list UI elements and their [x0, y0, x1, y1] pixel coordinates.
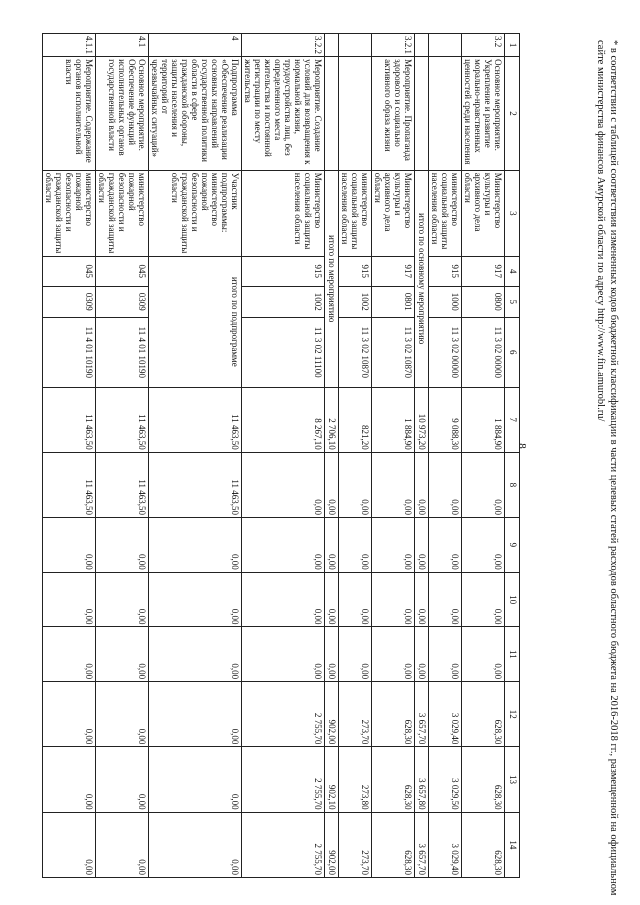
- table-cell: Основное мероприятие. Укрепление и развитие морально-нравственных ценностей среди населения: [462, 57, 505, 171]
- header-cell: 10: [505, 572, 520, 627]
- table-cell: Участник подпрограммы: министерство пожарной безопасности и гражданской защиты области: [149, 170, 242, 256]
- total-row: [415, 34, 429, 878]
- table-cell: 1002: [339, 286, 372, 318]
- header-cell: 14: [505, 812, 520, 877]
- table-row: [242, 34, 325, 878]
- table-cell: 915: [339, 257, 372, 286]
- table-cell: 11 463,50: [43, 387, 96, 452]
- table-cell: 2 706,10: [325, 387, 339, 452]
- table-cell: 11 463,50: [43, 452, 96, 517]
- table-cell: 0,00: [149, 572, 242, 627]
- header-cell: 12: [505, 682, 520, 747]
- table-cell: 0,00: [339, 518, 372, 573]
- table-cell: 0309: [43, 286, 96, 318]
- table-cell: [415, 57, 429, 171]
- table-cell: 273,70: [339, 812, 372, 877]
- table-cell: 9 088,30: [429, 387, 462, 452]
- table-cell: 273,70: [339, 682, 372, 747]
- table-row: [96, 34, 149, 878]
- table-cell: 0801: [372, 286, 415, 318]
- table-cell: [339, 57, 372, 171]
- table-cell: 0,00: [429, 572, 462, 627]
- table-cell: 3 657,70: [415, 812, 429, 877]
- table-cell: 0,00: [43, 682, 96, 747]
- table-cell: 3 657,80: [415, 747, 429, 812]
- table-cell: 4.1.1: [43, 34, 96, 57]
- table-cell: 0,00: [43, 812, 96, 877]
- table-cell: 3 029,40: [429, 812, 462, 877]
- table-cell: Основное мероприятие. Обеспечение функций исполнительных органов государственной власти: [96, 57, 149, 171]
- table-cell: 3.2.1: [372, 34, 415, 57]
- table-cell: 0,00: [415, 452, 429, 517]
- table-cell: 0,00: [96, 627, 149, 682]
- table-cell: 0,00: [372, 452, 415, 517]
- table-cell: 0,00: [242, 627, 325, 682]
- table-cell: [325, 34, 339, 57]
- table-cell: [429, 57, 462, 171]
- table-cell: министерство пожарной безопасности и гражданской защиты области: [43, 170, 96, 256]
- table-cell: 0,00: [462, 627, 505, 682]
- header-cell: 2: [505, 57, 520, 171]
- table-cell: 11 3 02 00000: [429, 318, 462, 387]
- table-cell: 0,00: [462, 452, 505, 517]
- table-cell: 0,00: [96, 682, 149, 747]
- table-cell: [415, 34, 429, 57]
- table-cell: 0,00: [325, 518, 339, 573]
- table-cell: министерство социальной защиты населения области: [429, 170, 462, 256]
- table-cell: 0,00: [242, 452, 325, 517]
- table-cell: 0,00: [43, 572, 96, 627]
- table-cell: 3 657,70: [415, 682, 429, 747]
- table-cell: 0,00: [372, 572, 415, 627]
- table-cell: Мероприятие. Пропаганда здорового и социально активного образа жизни: [372, 57, 415, 171]
- table-cell: Министерство культуры и архивного дела области: [462, 170, 505, 256]
- table-cell: 0,00: [43, 627, 96, 682]
- table-cell: 11 4 01 10190: [43, 318, 96, 387]
- table-cell: Мероприятие. Создание условий для возвращения к нормальной жизни, трудоустройства лиц, без определенного места жительства и постоянной регистрации по месту жительства: [242, 57, 325, 171]
- table-row: [43, 34, 96, 878]
- table-cell: 4.1: [96, 34, 149, 57]
- header-cell: 3: [505, 170, 520, 256]
- header-cell: 11: [505, 627, 520, 682]
- table-cell: 0,00: [372, 627, 415, 682]
- table-cell: 045: [96, 257, 149, 286]
- table-cell: 0,00: [96, 812, 149, 877]
- table-row: [149, 34, 242, 878]
- table-cell: 0,00: [325, 452, 339, 517]
- table-cell: [339, 34, 372, 57]
- table-cell: 0,00: [149, 812, 242, 877]
- table-cell: 0,00: [96, 747, 149, 812]
- table-cell: 0309: [96, 286, 149, 318]
- table-cell: 0,00: [325, 627, 339, 682]
- table-cell: 0,00: [43, 747, 96, 812]
- table-cell: [429, 34, 462, 57]
- table-cell: [325, 57, 339, 171]
- header-cell: 7: [505, 387, 520, 452]
- header-cell: 13: [505, 747, 520, 812]
- table-cell: 821,20: [339, 387, 372, 452]
- table-cell: 0,00: [415, 518, 429, 573]
- table-cell: 8 267,10: [242, 387, 325, 452]
- table-cell: 915: [429, 257, 462, 286]
- table-cell: 10 973,20: [415, 387, 429, 452]
- header-cell: 4: [505, 257, 520, 286]
- table-body: [43, 34, 505, 878]
- table-cell: 11 463,50: [149, 387, 242, 452]
- table-row: [429, 34, 462, 878]
- table-cell: 0800: [462, 286, 505, 318]
- table-cell: 11 463,50: [96, 452, 149, 517]
- table-cell: министерство социальной защиты населения области: [339, 170, 372, 256]
- table-cell: Подпрограмма «Обеспечение реализации основных направлений государственной политики области в сфере гражданской обороны, защиты населения и территорий от чрезвычайных ситуаций»: [149, 57, 242, 171]
- table-cell: 11 463,50: [149, 452, 242, 517]
- table-cell: 628,30: [462, 682, 505, 747]
- table-cell: 0,00: [43, 518, 96, 573]
- table-cell: 0,00: [339, 572, 372, 627]
- header-cell: 9: [505, 518, 520, 573]
- table-cell: 0,00: [339, 452, 372, 517]
- header-cell: 6: [505, 318, 520, 387]
- table-cell: 0,00: [415, 572, 429, 627]
- table-cell: 2 755,70: [242, 812, 325, 877]
- total-row: [325, 34, 339, 878]
- table-cell: 3.2: [462, 34, 505, 57]
- table-cell: 902,10: [325, 747, 339, 812]
- table-cell: итого по основному мероприятию: [415, 170, 429, 387]
- table-cell: 0,00: [462, 572, 505, 627]
- table-cell: 0,00: [429, 518, 462, 573]
- table-cell: 0,00: [429, 452, 462, 517]
- table-cell: 11 3 02 10870: [339, 318, 372, 387]
- table-cell: 3 029,50: [429, 747, 462, 812]
- table-cell: 0,00: [462, 518, 505, 573]
- table-cell: 0,00: [339, 627, 372, 682]
- budget-table-sheet: [28, 33, 520, 878]
- table-cell: 0,00: [96, 572, 149, 627]
- table-cell: 0,00: [242, 572, 325, 627]
- table-cell: итого по мероприятию: [325, 170, 339, 387]
- table-cell: 11 3 02 00000: [462, 318, 505, 387]
- table-cell: 0,00: [149, 682, 242, 747]
- table-cell: Мероприятие. Содержание органов исполнительной власти: [43, 57, 96, 171]
- table-cell: 1 884,90: [462, 387, 505, 452]
- header-cell: 5: [505, 286, 520, 318]
- table-row: [372, 34, 415, 878]
- table-cell: 11 3 02 11100: [242, 318, 325, 387]
- table-cell: 628,30: [372, 747, 415, 812]
- table-cell: 0,00: [372, 518, 415, 573]
- table-cell: 628,30: [372, 682, 415, 747]
- table-cell: Министерство социальной защиты населения области: [242, 170, 325, 256]
- table-cell: 917: [462, 257, 505, 286]
- header-row: [505, 34, 520, 878]
- table-cell: 628,30: [462, 812, 505, 877]
- table-cell: 0,00: [242, 518, 325, 573]
- table-cell: 917: [372, 257, 415, 286]
- table-cell: 3.2.2: [242, 34, 325, 57]
- budget-table: [42, 33, 520, 878]
- table-cell: 0,00: [149, 747, 242, 812]
- page-number: 8: [516, 443, 528, 449]
- header-cell: 1: [505, 34, 520, 57]
- table-cell: 11 4 01 10190: [96, 318, 149, 387]
- table-cell: 0,00: [149, 518, 242, 573]
- table-cell: 3 029,40: [429, 682, 462, 747]
- table-cell: 0,00: [415, 627, 429, 682]
- table-cell: 0,00: [325, 572, 339, 627]
- table-cell: 0,00: [429, 627, 462, 682]
- table-cell: 915: [242, 257, 325, 286]
- table-cell: 0,00: [96, 518, 149, 573]
- table-cell: Министерство культуры и архивного дела области: [372, 170, 415, 256]
- header-cell: 8: [505, 452, 520, 517]
- table-cell: 1 884,90: [372, 387, 415, 452]
- table-cell: 4: [149, 34, 242, 57]
- table-row: [339, 34, 372, 878]
- table-cell: 273,80: [339, 747, 372, 812]
- table-cell: 628,30: [462, 747, 505, 812]
- table-cell: 628,30: [372, 812, 415, 877]
- table-cell: 902,00: [325, 682, 339, 747]
- table-cell: 2 755,70: [242, 747, 325, 812]
- table-cell: 045: [43, 257, 96, 286]
- table-cell: 1002: [242, 286, 325, 318]
- table-cell: 11 3 02 10870: [372, 318, 415, 387]
- table-cell: 902,00: [325, 812, 339, 877]
- table-cell: 11 463,50: [96, 387, 149, 452]
- table-cell: 2 755,70: [242, 682, 325, 747]
- table-row: [462, 34, 505, 878]
- table-cell: итого по подпрограмме: [149, 257, 242, 387]
- table-cell: 0,00: [149, 627, 242, 682]
- table-cell: 1000: [429, 286, 462, 318]
- footnote: * в соответствии с таблицей соответствия измененных кодов бюджетной классификации в части целевых статей расходов областного бюджета на 2016-2018 гг., размещенной на официальном сайте министерства финансов Амурской области по адресу http://www.fin.amurobl.ru/: [595, 40, 619, 896]
- table-cell: министерство пожарной безопасности и гражданской защиты области: [96, 170, 149, 256]
